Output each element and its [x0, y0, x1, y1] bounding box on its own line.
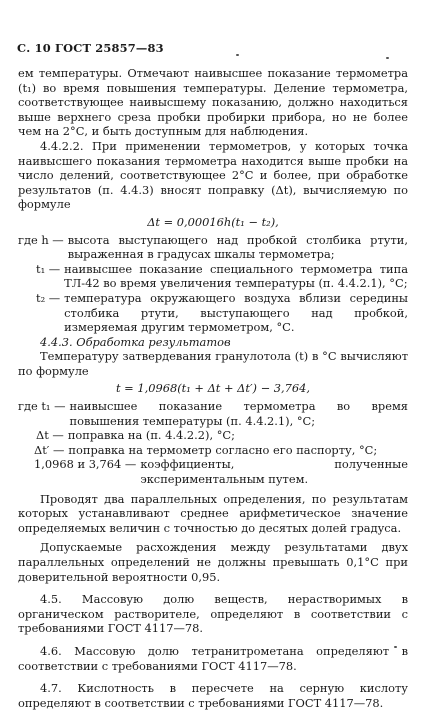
definition-item — [18, 291, 408, 335]
definition-list — [18, 399, 408, 487]
paragraph: 4.4.2.2. При применении термометров, у которых точка наивысшего показания термометра находится выше пробки на число делений, соответствующее 2°С и более, при обработке результатов (п. 4.4.3) вносят поправку (Δt), вычисляемую по формуле — [18, 138, 408, 212]
paragraph: Температуру затвердевания гранулотола (t) в °С вычисляют по формуле — [18, 349, 408, 378]
scan-speck — [236, 54, 239, 56]
definition-item — [18, 428, 408, 443]
definition-term: Δt′ — — [34, 442, 65, 457]
page-header: С. 10 ГОСТ 25857—83 — [17, 41, 164, 55]
paragraph: Допускаемые расхождения между результатами двух параллельных определений не должны превышать 0,1°С при доверительной вероятности 0,95. — [18, 540, 408, 584]
definition-term: t₂ — — [36, 290, 61, 305]
definition-text: наивысшее показание специального термометра типа ТЛ-42 во время увеличения температуры (п. 4.4.2.1), °С; — [64, 261, 408, 291]
scan-speck — [386, 57, 389, 59]
definition-text: поправка на термометр согласно его паспорту, °С; — [68, 442, 378, 457]
definition-text: коэффициенты, полученные экспериментальным путем. — [140, 457, 408, 487]
document-body — [18, 66, 408, 710]
definition-term: 1,0968 и 3,764 — — [34, 457, 137, 472]
definition-text: температура окружающего воздуха вблизи середины столбика ртути, выступающего над пробкой, измеряемая другим термометром, °С. — [64, 290, 408, 335]
definition-item — [18, 262, 408, 291]
definition-item — [18, 457, 408, 486]
definition-list — [18, 233, 408, 335]
formula: t = 1,0968(t₁ + Δt + Δt′) − 3,764, — [115, 381, 311, 396]
section-heading-text: 4.4.3. Обработка результатов — [40, 334, 231, 349]
definition-text: наивысшее показание термометра во время повышения температуры (п. 4.4.2.1), °С; — [69, 399, 408, 428]
paragraph: ем температуры. Отмечают наивысшее показание термометра (t₁) во время повышения температуры. Деление термометра, соответствующее наивысшему показанию, должно находиться выше верхнего среза пробки пробирки прибора, но не более чем на 2°С, и быть доступным для наблюдения. — [18, 66, 408, 139]
definition-term: где h — — [18, 232, 64, 247]
definition-text: высота выступающего над пробкой столбика ртути, выраженная в градусах шкалы термометра; — [67, 232, 408, 262]
definition-item — [18, 443, 408, 458]
formula: Δt = 0,00016h(t₁ − t₂), — [147, 214, 279, 229]
paragraph: Проводят два параллельных определения, по результатам которых устанавливают среднее арифметическое значение определяемых величин с точностью до десятых долей градуса. — [18, 491, 408, 535]
definition-term: где t₁ — — [18, 399, 66, 414]
paragraph: 4.7. Кислотность в пересчете на серную кислоту определяют в соответствии с требованиями ГОСТ 4117—78. — [18, 681, 408, 710]
definition-text: поправка на (п. 4.4.2.2), °С; — [67, 428, 235, 443]
paragraph: 4.6. Массовую долю тетранитрометана определяют в соответствии с требованиями ГОСТ 4117—78. — [18, 643, 408, 673]
definition-term: Δt — — [36, 428, 64, 443]
definition-item — [18, 233, 408, 262]
definition-item — [18, 399, 408, 428]
section-heading — [18, 335, 408, 350]
definition-term: t₁ — — [36, 261, 61, 276]
paragraph: 4.5. Массовую долю веществ, нерастворимых в органическом растворителе, определяют в соответствии с требованиями ГОСТ 4117—78. — [18, 592, 408, 636]
